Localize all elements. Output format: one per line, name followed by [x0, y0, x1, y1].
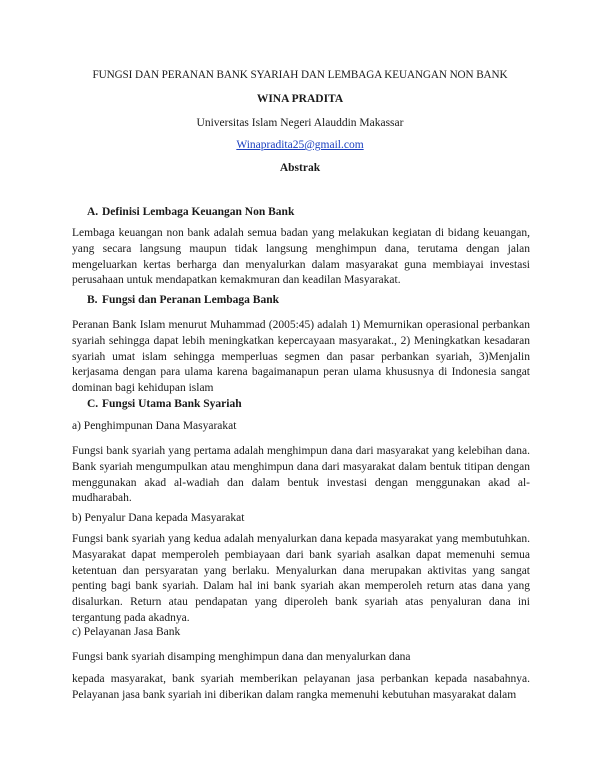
section-c-title: Fungsi Utama Bank Syariah: [102, 398, 242, 410]
subsection-c-paragraph-1: Fungsi bank syariah disamping menghimpun dana dan menyalurkan dana: [72, 651, 411, 663]
subsection-b-heading: b) Penyalur Dana kepada Masyarakat: [72, 512, 245, 524]
abstract-heading: Abstrak: [279, 162, 321, 174]
section-c-heading: [87, 398, 242, 410]
subsection-c-heading: c) Pelayanan Jasa Bank: [72, 626, 181, 638]
email-link[interactable]: Winapradita25@gmail.com: [236, 139, 364, 151]
section-a-title: Definisi Lembaga Keuangan Non Bank: [102, 206, 295, 218]
section-c-number: C.: [87, 398, 99, 410]
author-email: [0, 139, 600, 151]
section-a-number: A.: [87, 206, 99, 218]
subsection-a-paragraph: Fungsi bank syariah yang pertama adalah menghimpun dana dari masyarakat yang kelebihan dana. Bank syariah mengumpulkan atau menghimpun dana dari masyarakat dalam bentuk titipan dengan menggunakan akad al-wadiah dan dalam bentuk investasi dengan menggunakan akad al-mudharabah.: [72, 445, 530, 505]
section-b-number: B.: [87, 294, 98, 306]
author-name: WINA PRADITA: [256, 93, 344, 105]
section-b-title: Fungsi dan Peranan Lembaga Bank: [102, 294, 280, 306]
subsection-a-heading: a) Penghimpunan Dana Masyarakat: [72, 420, 237, 432]
section-a-paragraph: Lembaga keuangan non bank adalah semua badan yang melakukan kegiatan di bidang keuangan, yang secara langsung maupun tidak langsung menghimpun dana, terutama dengan jalan mengeluarkan kertas berharga dan menyalurkan dalam masyarakat guna membiayai investasi perusahaan untuk mendapatkan kemakmuran dan keadilan Masyarakat.: [72, 227, 530, 287]
author-affiliation: Universitas Islam Negeri Alauddin Makassar: [196, 117, 404, 129]
section-b-paragraph: Peranan Bank Islam menurut Muhammad (2005:45) adalah 1) Memurnikan operasional perbankan syariah sehingga dapat lebih meningkatkan kepercayaan masyarakat., 2) Meningkatkan kesadaran syariah umat islam sehingga memperluas segmen dan pasar perbankan syariah, 3)Menjalin kerjasama dengan para ulama karena bagaimanapun peran ulama khususnya di Indonesia sangat dominan bagi kehidupan islam: [72, 319, 530, 395]
paper-title: FUNGSI DAN PERANAN BANK SYARIAH DAN LEMBAGA KEUANGAN NON BANK: [92, 69, 508, 81]
subsection-b-paragraph: Fungsi bank syariah yang kedua adalah menyalurkan dana kepada masyarakat yang membutuhkan. Masyarakat dapat memperoleh pembiayaan dari bank syariah asalkan dapat memenuhi semua ketentuan dan persyaratan yang berlaku. Menyalurkan dana merupakan aktivitas yang sangat penting bagi bank syariah. Dalam hal ini bank syariah akan memperoleh return atas dana yang disalurkan. Return atau pendapatan yang diperoleh bank syariah atas penyaluran dana ini tergantung pada akadnya.: [72, 533, 530, 624]
subsection-c-paragraph-2: kepada masyarakat, bank syariah memberikan pelayanan jasa perbankan kepada nasabahnya. Pelayanan jasa bank syariah ini diberikan dalam rangka memenuhi kebutuhan masyarakat dalam: [72, 673, 530, 701]
section-a-heading: [87, 206, 294, 218]
section-b-heading: [87, 294, 279, 306]
